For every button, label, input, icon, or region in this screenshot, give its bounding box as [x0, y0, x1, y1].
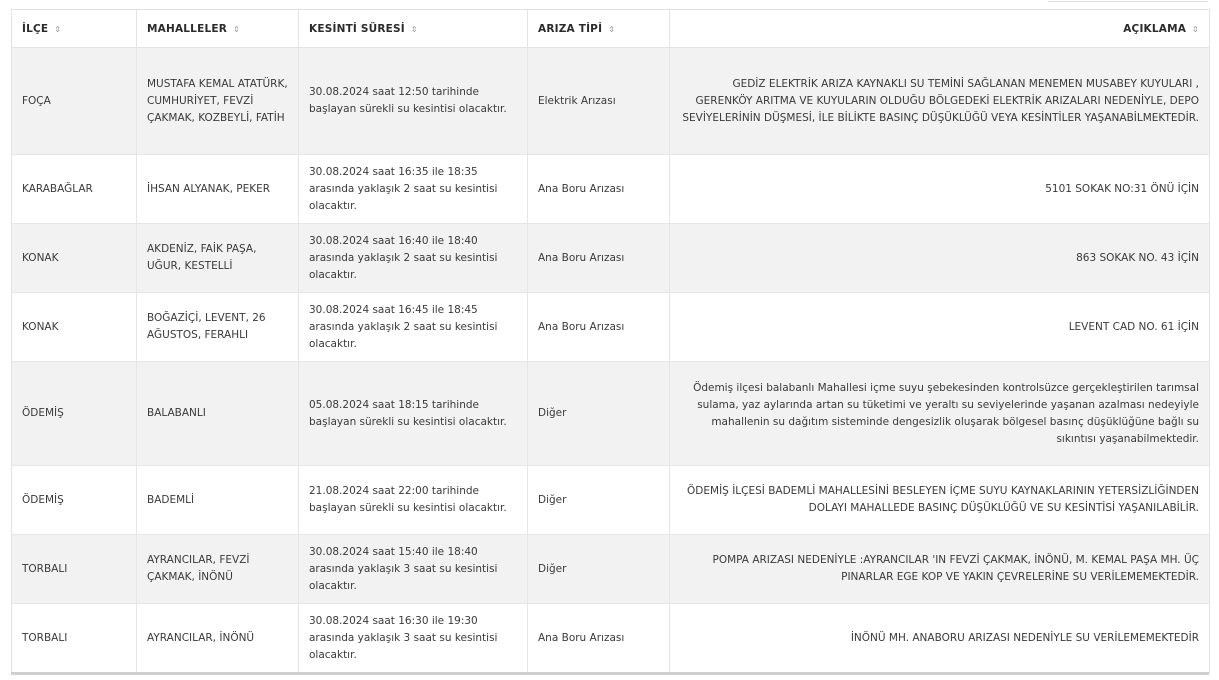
cell-kesinti-suresi: 21.08.2024 saat 22:00 tarihinde başlayan sürekli su kesintisi olacaktır.: [299, 466, 528, 535]
cell-kesinti-suresi: 30.08.2024 saat 16:45 ile 18:45 arasında yaklaşık 2 saat su kesintisi olacaktır.: [299, 293, 528, 362]
cell-kesinti-suresi: 30.08.2024 saat 12:50 tarihinde başlayan sürekli su kesintisi olacaktır.: [299, 48, 528, 155]
cell-kesinti-suresi: 30.08.2024 saat 16:40 ile 18:40 arasında yaklaşık 2 saat su kesintisi olacaktır.: [299, 224, 528, 293]
cell-aciklama: ÖDEMİŞ İLÇESİ BADEMLİ MAHALLESİNİ BESLEYEN İÇME SUYU KAYNAKLARININ YETERSİZLİĞİNDEN DOLAYI MAHALLEDE BASINÇ DÜŞÜKLÜĞÜ VE SU KESİNTİSİ YAŞANILABİLİR.: [670, 466, 1210, 535]
cell-ilce: TORBALI: [12, 535, 137, 604]
cell-mahalleler: İHSAN ALYANAK, PEKER: [137, 155, 299, 224]
cell-ariza-tipi: Ana Boru Arızası: [528, 155, 670, 224]
cell-mahalleler: BALABANLI: [137, 362, 299, 466]
cell-kesinti-suresi: 30.08.2024 saat 16:35 ile 18:35 arasında yaklaşık 2 saat su kesintisi olacaktır.: [299, 155, 528, 224]
outage-table: [11, 9, 1210, 673]
cell-ariza-tipi: Elektrik Arızası: [528, 48, 670, 155]
cell-kesinti-suresi: 05.08.2024 saat 18:15 tarihinde başlayan sürekli su kesintisi olacaktır.: [299, 362, 528, 466]
cell-ilce: ÖDEMİŞ: [12, 362, 137, 466]
cell-ilce: ÖDEMİŞ: [12, 466, 137, 535]
cell-ariza-tipi: Diğer: [528, 535, 670, 604]
cell-ilce: FOÇA: [12, 48, 137, 155]
column-header-kesinti-suresi[interactable]: KESİNTİ SÜRESİ ⇕: [299, 10, 528, 48]
cell-ariza-tipi: Diğer: [528, 466, 670, 535]
sort-icon[interactable]: ⇕: [233, 24, 240, 34]
sort-icon[interactable]: ⇕: [54, 24, 62, 34]
cell-aciklama: GEDİZ ELEKTRİK ARIZA KAYNAKLI SU TEMİNİ SAĞLANAN MENEMEN MUSABEY KUYULARI , GERENKÖY ARITMA VE KUYULARIN OLDUĞU BÖLGEDEKİ ELEKTRİK ARIZALARI NEDENİYLE, DEPO SEVİYELERİNİN DÜŞMESİ, İLE BİLİKTE BASINÇ DÜŞÜKLÜĞÜ VEYA KESİNTİLER YAŞANABİLMEKTEDİR.: [670, 48, 1210, 155]
column-header-ilce[interactable]: İLÇE ⇕: [12, 10, 137, 48]
top-divider: [1048, 1, 1208, 2]
cell-mahalleler: MUSTAFA KEMAL ATATÜRK, CUMHURİYET, FEVZİ ÇAKMAK, KOZBEYLİ, FATİH: [137, 48, 299, 155]
column-header-ariza-tipi[interactable]: ARIZA TİPİ ⇕: [528, 10, 670, 48]
cell-mahalleler: AYRANCILAR, İNÖNÜ: [137, 604, 299, 673]
table-row: [12, 48, 1210, 155]
table-bottom-border: [11, 672, 1209, 675]
table-row: [12, 155, 1210, 224]
cell-kesinti-suresi: 30.08.2024 saat 15:40 ile 18:40 arasında yaklaşık 3 saat su kesintisi olacaktır.: [299, 535, 528, 604]
cell-ilce: KONAK: [12, 224, 137, 293]
cell-mahalleler: BADEMLİ: [137, 466, 299, 535]
cell-ariza-tipi: Ana Boru Arızası: [528, 224, 670, 293]
table-row: [12, 224, 1210, 293]
sort-icon[interactable]: ⇕: [410, 24, 418, 34]
cell-mahalleler: AKDENİZ, FAİK PAŞA, UĞUR, KESTELLİ: [137, 224, 299, 293]
cell-aciklama: 863 SOKAK NO. 43 İÇİN: [670, 224, 1210, 293]
sort-icon[interactable]: ⇕: [608, 24, 616, 34]
cell-aciklama: İNÖNÜ MH. ANABORU ARIZASI NEDENİYLE SU VERİLEMEMEKTEDİR: [670, 604, 1210, 673]
table-row: [12, 293, 1210, 362]
cell-ariza-tipi: Ana Boru Arızası: [528, 293, 670, 362]
cell-aciklama: Ödemiş ilçesi balabanlı Mahallesi içme suyu şebekesinden kontrolsüzce gerçekleştirilen tarımsal sulama, yaz aylarında artan su tüketimi ve yeraltı su seviyelerinde yaşanan azalması nedeyiyle mahallenin su dağıtım sisteminde dengesizlik oluşarak bölgesel basınç düşüklüğüne bağlı su sıkıntısı yaşanabilmektedir.: [670, 362, 1210, 466]
cell-ariza-tipi: Ana Boru Arızası: [528, 604, 670, 673]
table-row: [12, 466, 1210, 535]
column-header-mahalleler[interactable]: MAHALLELER ⇕: [137, 10, 299, 48]
cell-ariza-tipi: Diğer: [528, 362, 670, 466]
cell-mahalleler: BOĞAZİÇİ, LEVENT, 26 AĞUSTOS, FERAHLI: [137, 293, 299, 362]
cell-aciklama: LEVENT CAD NO. 61 İÇİN: [670, 293, 1210, 362]
table-row: [12, 362, 1210, 466]
table-header-row: [12, 10, 1210, 48]
cell-mahalleler: AYRANCILAR, FEVZİ ÇAKMAK, İNÖNÜ: [137, 535, 299, 604]
cell-aciklama: POMPA ARIZASI NEDENİYLE :AYRANCILAR 'IN FEVZİ ÇAKMAK, İNÖNÜ, M. KEMAL PAŞA MH. ÜÇ PINARLAR EGE KOP VE YAKIN ÇEVRELERİNE SU VERİLEMEMEKTEDİR.: [670, 535, 1210, 604]
table-row: [12, 535, 1210, 604]
table-row: [12, 604, 1210, 673]
cell-aciklama: 5101 SOKAK NO:31 ÖNÜ İÇİN: [670, 155, 1210, 224]
cell-kesinti-suresi: 30.08.2024 saat 16:30 ile 19:30 arasında yaklaşık 3 saat su kesintisi olacaktır.: [299, 604, 528, 673]
cell-ilce: TORBALI: [12, 604, 137, 673]
cell-ilce: KARABAĞLAR: [12, 155, 137, 224]
column-header-aciklama[interactable]: AÇIKLAMA ⇕: [670, 10, 1210, 48]
sort-icon[interactable]: ⇕: [1192, 24, 1199, 34]
cell-ilce: KONAK: [12, 293, 137, 362]
